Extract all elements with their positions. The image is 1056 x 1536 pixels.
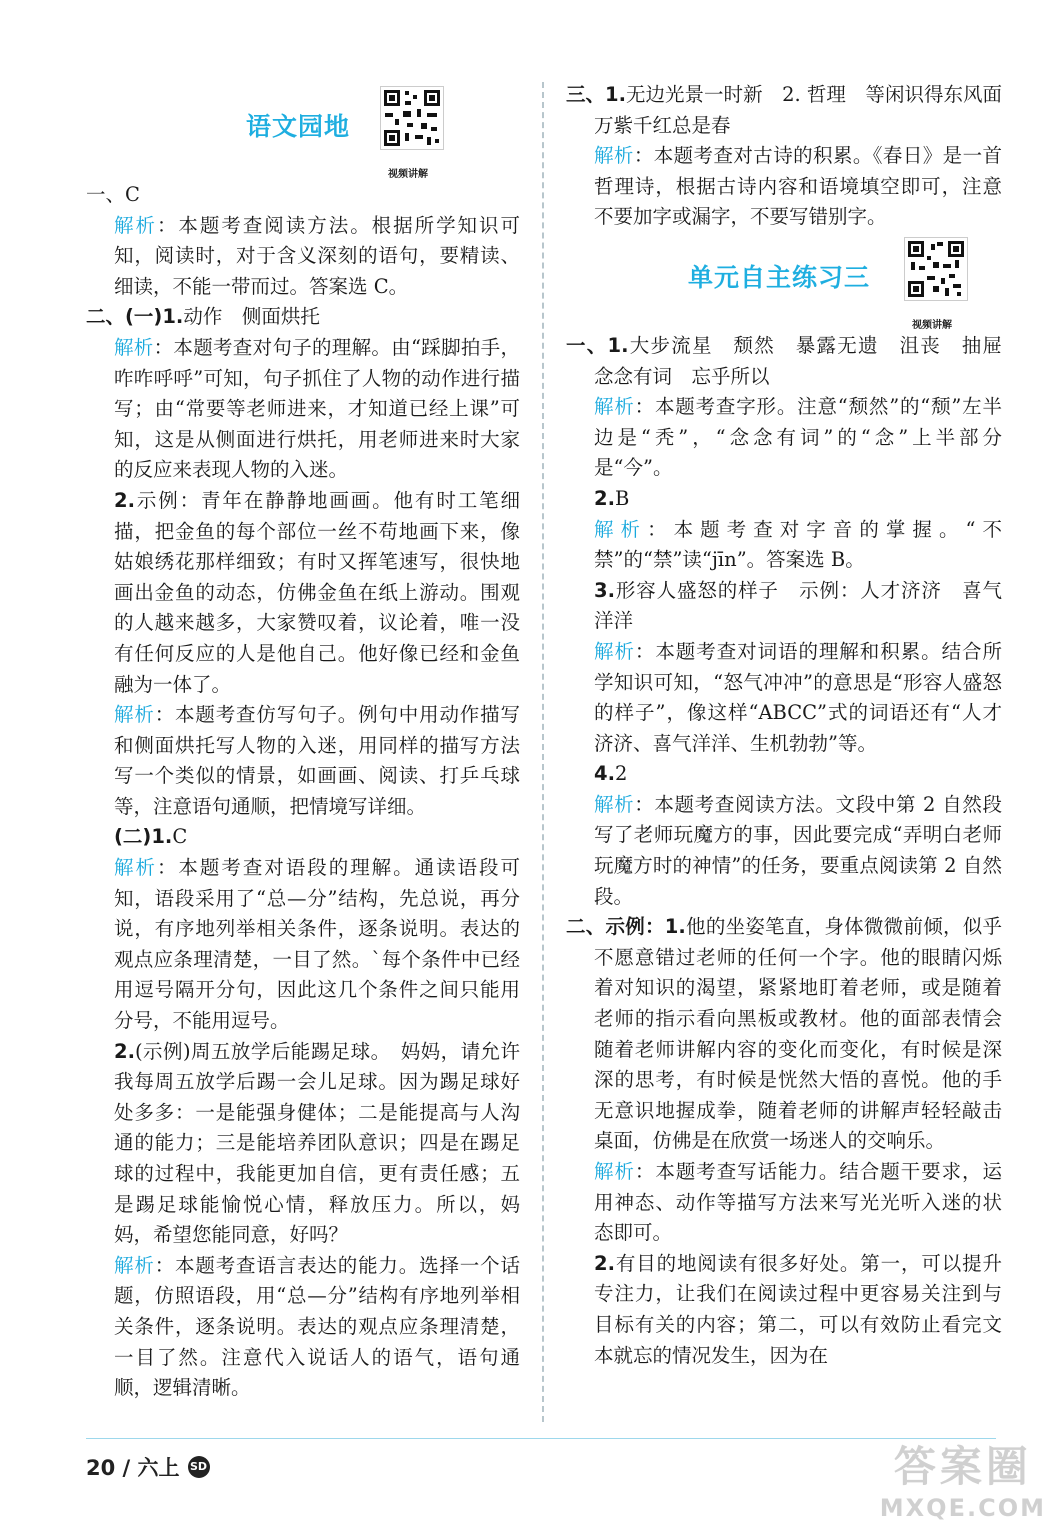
left-column [86, 80, 520, 1404]
analysis-paragraph [566, 392, 1002, 484]
paragraph-text: 一、C [86, 183, 140, 206]
right-content [566, 331, 1022, 1371]
section-header-right [566, 237, 1002, 331]
paragraph-text: ：本题考查对字音的掌握。“不禁”的“禁”读“jīn”。答案选 B。 [594, 517, 1002, 572]
paragraph-text: 动作 侧面烘托 [183, 305, 320, 329]
paragraph-text: (示例)周五放学后能踢足球。 妈妈，请允许我每周五放学后踢一会儿足球。因为踢足球好处多多：一是能强身健体；二是能提高与人沟通的能力；三是能培养团队意识；四是在踢足球的过程中，我能更加自信，更有责任感；五是踢足球能愉悦心情，释放压力。所以，妈妈，希望您能同意，好吗？ [114, 1039, 520, 1247]
answer-paragraph [86, 180, 520, 211]
analysis-paragraph [566, 790, 1002, 912]
paragraph-text: C [172, 825, 188, 849]
paragraph-text: ：本题考查仿写句子。例句中用动作描写和侧面烘托写人物的入迷，用同样的描写方法写一个类似的情景，如画画、阅读、打乒乓球等，注意语句通顺，把情境写详细。 [114, 703, 520, 818]
paragraph-text: ：本题考查对词语的理解和积累。结合所学知识可知，“怒气冲冲”的意思是“形容人盛怒的样子”，像这样“ABCC”式的词语还有“人才济济、喜气洋洋、生机勃勃”等。 [594, 639, 1002, 755]
answer-paragraph [566, 484, 1002, 515]
answer-paragraph [86, 1037, 520, 1251]
section-title: 语文园地 [246, 112, 351, 141]
analysis-paragraph [566, 1157, 1002, 1249]
answer-paragraph [566, 759, 1002, 790]
paragraph-text: 形容人盛怒的样子 示例：人才济济 喜气洋洋 [594, 578, 1002, 633]
paragraph-text: ：本题考查字形。注意“颓然”的“颓”左半边是“秃”，“念念有词”的“念”上半部分是“今”。 [594, 395, 1002, 480]
question-number: 二、(一)1. [86, 305, 184, 329]
analysis-paragraph [86, 333, 520, 486]
analysis-label: 解析 [114, 703, 155, 727]
column-divider [542, 82, 544, 1422]
question-number: 2. [114, 1039, 135, 1063]
answer-paragraph [566, 576, 1002, 637]
paragraph-text: 有目的地阅读有很多好处。第一，可以提升专注力，让我们在阅读过程中更容易关注到与目标有关的内容；第二，可以有效防止看完文本就忘的情况发生，因为在 [594, 1251, 1002, 1367]
paragraph-text: 大步流星 颓然 暴露无遗 沮丧 抽屉 念念有词 忘乎所以 [594, 333, 1022, 388]
question-number: 三、1. [566, 83, 626, 106]
answer-paragraph [566, 912, 1002, 1157]
qr-caption: 视频讲解 [912, 319, 952, 331]
qr-caption: 视频讲解 [388, 169, 428, 180]
question-number: (二)1. [114, 825, 173, 849]
watermark [880, 1434, 1046, 1522]
analysis-label: 解析 [594, 792, 635, 816]
question-number: 2. [594, 486, 615, 510]
paragraph-text: ：本题考查对古诗的积累。《春日》是一首哲理诗，根据古诗内容和语境填空即可，注意不要加字或漏字，不要写错别字。 [594, 144, 1002, 229]
watermark-url: MXQE.COM [879, 1494, 1046, 1522]
analysis-label: 解析 [114, 856, 157, 880]
analysis-paragraph [566, 141, 1002, 233]
paragraph-text: ：本题考查语言表达的能力。选择一个话题，仿照语段，用“总—分”结构有序地列举相关条件，逐条说明。表达的观点应条理清楚，一目了然。注意代入说话人的语气，语句通顺，逻辑清晰。 [114, 1253, 520, 1400]
question-number: 4. [594, 762, 615, 786]
question-number: 二、示例：1. [566, 915, 686, 939]
paragraph-text: 示例：青年在静静地画画。他有时工笔细描，把金鱼的每个部位一丝不苟地画下来，像姑娘绣花那样细致；有时又挥笔速写，很快地画出金鱼的动态，仿佛金鱼在纸上游动。围观的人越来越多，大家赞叹着，议论着，唯一没有任何反应的人是他自己。他好像已经和金鱼融为一体了。 [114, 488, 520, 696]
section-header-left [86, 80, 520, 180]
paragraph-text: B [614, 486, 630, 510]
left-content [86, 180, 520, 1404]
page-number: 20 / 六上 [86, 1456, 180, 1480]
answer-paragraph [566, 1249, 1002, 1371]
question-number: 3. [594, 578, 615, 602]
analysis-label: 解析 [594, 144, 634, 168]
watermark-logo-text: 答案圈 [893, 1442, 1032, 1491]
paragraph-text: 他的坐姿笔直，身体微微前倾，似乎不愿意错过老师的任何一个字。他的眼睛闪烁着对知识的渴望，紧紧地盯着老师，或是随着老师的指示看向黑板或教材。他的面部表情会随着老师讲解内容的变化而变化，有时候是深深的思考，有时候是恍然大悟的喜悦。他的手无意识地握成拳，随着老师的讲解声轻轻敲击桌面，仿佛是在欣赏一场迷人的交响乐。 [594, 915, 1002, 1153]
analysis-paragraph [86, 700, 520, 822]
analysis-label: 解析 [114, 213, 157, 237]
analysis-paragraph [86, 853, 520, 1037]
analysis-paragraph [566, 637, 1002, 759]
analysis-label: 解析 [594, 639, 635, 663]
paragraph-text: ：本题考查阅读方法。文段中第 2 自然段写了老师玩魔方的事，因此要完成“弄明白老师玩魔方时的神情”的任务，要重点阅读第 2 自然段。 [594, 792, 1002, 908]
analysis-label: 解析 [594, 395, 635, 419]
qr-code-icon[interactable] [380, 86, 444, 150]
paragraph-text: 2 [614, 762, 628, 786]
analysis-label: 解析 [594, 517, 648, 541]
analysis-paragraph [86, 1251, 520, 1404]
analysis-label: 解析 [594, 1160, 635, 1183]
qr-code-icon[interactable] [904, 237, 968, 301]
question-number: 2. [114, 488, 135, 512]
question-number: 2. [594, 1251, 615, 1275]
right-column [566, 80, 1022, 1371]
answer-paragraph [86, 822, 520, 853]
edition-badge: SD [188, 1456, 210, 1478]
paragraph-text: ：本题考查阅读方法。根据所学知识可知，阅读时，对于含义深刻的语句，要精读、细读，不能一带而过。答案选 C。 [114, 213, 520, 298]
paragraph-text: ：本题考查写话能力。结合题干要求，运用神态、动作等描写方法来写光光听入迷的状态即可。 [594, 1160, 1002, 1245]
analysis-label: 解析 [114, 335, 154, 359]
paragraph-text: 无边光景一时新 2. 哲理 等闲识得东风面 万紫千红总是春 [594, 83, 1022, 137]
analysis-paragraph [86, 211, 520, 303]
paragraph-text: ：本题考查对句子的理解。由“踩脚拍手，咋咋呼呼”可知，句子抓住了人物的动作进行描写；由“常要等老师进来，才知道已经上课”可知，这是从侧面进行烘托，用老师进来时大家的反应来表现人物的入迷。 [114, 335, 520, 482]
answer-paragraph [566, 80, 1022, 141]
right-top-content [566, 80, 1022, 233]
paragraph-text: ：本题考查对语段的理解。通读语段可知，语段采用了“总—分”结构，先总说，再分说，有序地列举相关条件，逐条说明。表达的观点应条理清楚，一目了然。`每个条件中已经用逗号隔开分句，因此这几个条件之间只能用分号，不能用逗号。 [114, 856, 520, 1033]
footer-rule [86, 1438, 996, 1439]
question-number: 一、1. [566, 333, 629, 357]
analysis-paragraph [566, 515, 1002, 576]
answer-paragraph [86, 486, 520, 700]
answer-paragraph [86, 302, 520, 333]
analysis-label: 解析 [114, 1253, 155, 1277]
section-title: 单元自主练习三 [688, 262, 871, 292]
footer [86, 1452, 210, 1482]
